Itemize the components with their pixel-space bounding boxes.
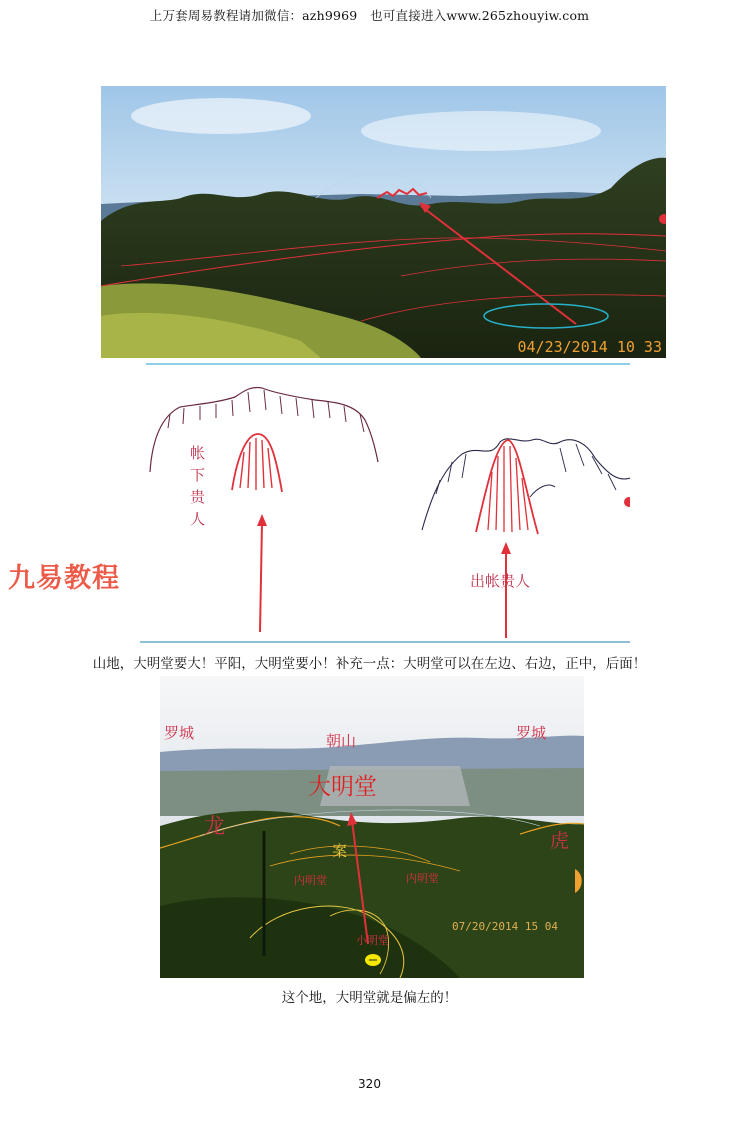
diagram-right-label: 出帐贵人: [470, 572, 531, 590]
diagram-left-label: [190, 442, 210, 530]
damingtang-label: 大明堂: [308, 774, 377, 800]
diagram-left-label-char: 下: [190, 466, 206, 484]
chaoshan-label: 朝山: [326, 732, 357, 750]
caption-1: 山地，大明堂要大！平阳，大明堂要小！补充一点：大明堂可以在左边、右边，正中，后面！: [92, 656, 647, 672]
neimingtang-right-label: 内明堂: [406, 872, 439, 885]
luocheng-right-label: 罗城: [516, 724, 547, 742]
page-header: 上万套周易教程请加微信：azh9969 也可直接进入www.265zhouyiw.com: [149, 8, 590, 23]
photo-1-illustration: [101, 86, 666, 358]
photo-1-timestamp: 04/23/2014 10 33: [517, 338, 662, 356]
mountain-diagram: [140, 362, 630, 644]
watermark-logo: 九易教程: [8, 563, 120, 594]
diagram-left-label-char: 人: [190, 510, 206, 528]
caption-2: 这个地，大明堂就是偏左的！: [281, 990, 458, 1006]
landscape-photo-1: [101, 86, 666, 358]
an-label: 案: [332, 842, 348, 860]
page-number: 320: [358, 1077, 381, 1091]
long-label: 龙: [204, 814, 225, 838]
landscape-photo-2: [160, 676, 584, 978]
diagram-left-label-char: 帐: [190, 444, 206, 462]
neimingtang-left-label: 内明堂: [294, 874, 327, 887]
xiaomingtang-label: 小明堂: [356, 934, 389, 947]
diagram-left-label-char: 贵: [190, 488, 206, 506]
diagram-illustration: [140, 362, 630, 644]
luocheng-left-label: 罗城: [164, 724, 195, 742]
photo-2-timestamp: 07/20/2014 15 04: [452, 920, 558, 933]
hu-label: 虎: [550, 830, 570, 852]
